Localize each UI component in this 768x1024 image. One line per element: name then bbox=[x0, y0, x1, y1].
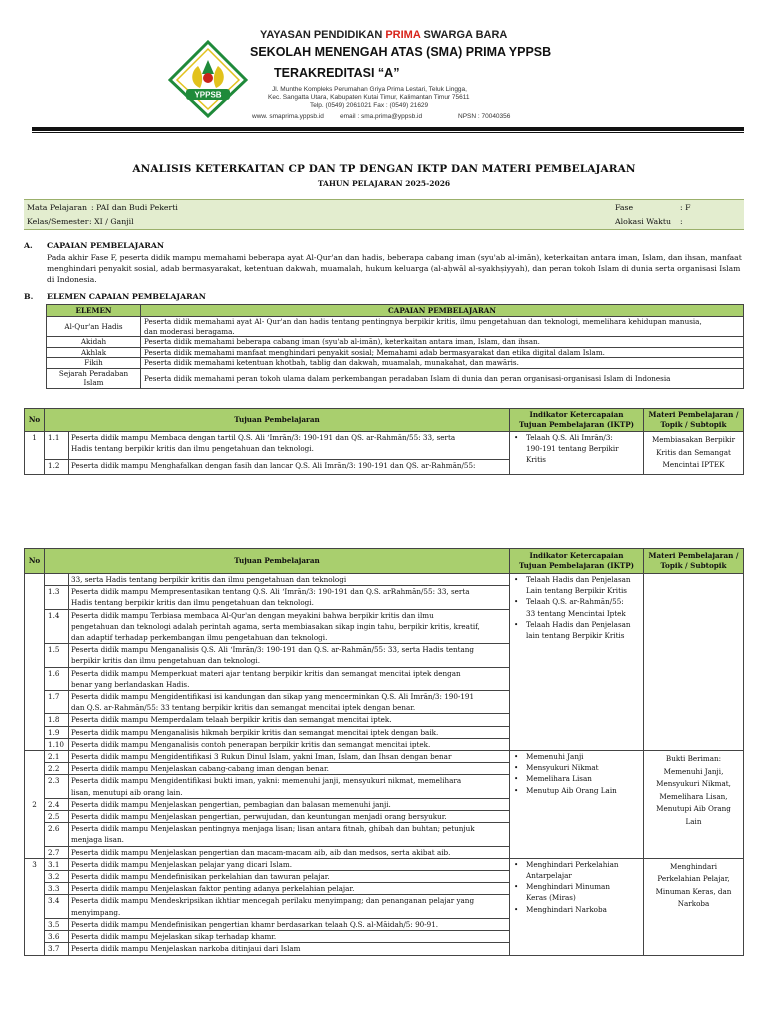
tp-line: berpikir kritis dan ilmu pengetahuan dan teknologi. bbox=[71, 656, 260, 666]
tp-table-header bbox=[25, 549, 744, 574]
tp-line: Peserta didik mampu Terbiasa membaca Al-Qur'an dengan meyakini bahwa berpikir kritis dan ilmu bbox=[71, 610, 434, 620]
tp-line: pengetahuan dan teknologi adalah perintah agama, serta membiasakan sikap ingin tahu, berpikir kritis, kreatif, bbox=[71, 621, 480, 631]
materi-line: Kritis dan Semangat bbox=[656, 447, 731, 457]
tp-code: 1.2 bbox=[45, 459, 69, 474]
materi-line: Memenuhi Janji, bbox=[663, 766, 724, 776]
class-label: Kelas/Semester bbox=[27, 217, 89, 226]
iktp-item: • Memelihara Lisan bbox=[512, 773, 641, 784]
tp-line: Peserta didik mampu Menganalisis Q.S. Ali ‘Imrān/3: 190-191 dan Q.S. ar-Rahmān/55: 33, serta Hadis tentang bbox=[71, 645, 474, 655]
tp-code: 1.10 bbox=[45, 738, 69, 750]
col-tp: Tujuan Pembelajaran bbox=[45, 409, 510, 432]
tp-line: Peserta didik mampu Memperkuat materi ajar tentang berpikir kritis dan semangat mencitai iptek dengan bbox=[71, 668, 461, 678]
element-name-line: Islam bbox=[83, 378, 104, 388]
materi-line: Menghindari bbox=[669, 861, 718, 871]
iktp-line: 33 tentang Mencintai Iptek bbox=[526, 608, 626, 618]
col-iktp-line: Indikator Ketercapaian bbox=[529, 410, 624, 419]
row-number bbox=[25, 574, 45, 751]
cp-line: Peserta didik memahami ketentuan khotbah, tablig dan dakwah, muamalah, munakahat, dan mawāris. bbox=[144, 358, 519, 368]
iktp-line: Lain tentang Berpikir Kritis bbox=[526, 586, 627, 596]
iktp-line: lain tentang Berpikir Kritis bbox=[526, 631, 625, 641]
section-a-paragraph bbox=[47, 252, 747, 285]
tp-line: Hadis tentang berpikir kritis dan ilmu pengetahuan dan teknologi. bbox=[71, 598, 314, 608]
tp-text: Peserta didik mampu Menjelaskan pengertian dan macam-macam aib, aib dan medsos, serta akibat aib. bbox=[69, 846, 510, 858]
col-iktp-line: Tujuan Pembelajaran (IKTP) bbox=[518, 561, 635, 570]
iktp-list bbox=[512, 432, 641, 466]
tp-text: Peserta didik mampu Menganalisis hikmah berpikir kritis dan semangat mencitai iptek dengan baik. bbox=[69, 726, 510, 738]
tp-code: 2.2 bbox=[45, 763, 69, 775]
tp-code: 3.1 bbox=[45, 858, 69, 870]
element-row bbox=[47, 337, 744, 348]
materi-line: Bukti Beriman: bbox=[665, 754, 722, 764]
col-element: ELEMEN bbox=[47, 305, 141, 317]
iktp-list bbox=[512, 859, 641, 915]
tp-table-header bbox=[25, 409, 744, 432]
iktp-cell bbox=[510, 858, 644, 955]
iktp-item: • Mensyukuri Nikmat bbox=[512, 762, 641, 773]
element-name-line: Al-Qur'an Hadis bbox=[64, 322, 123, 332]
iktp-line: • Telaah Q.S. ar-Rahmān/55: bbox=[526, 597, 624, 607]
subject-value: : PAI dan Budi Pekerti bbox=[91, 203, 178, 212]
letterhead bbox=[0, 0, 768, 135]
tp-code: 1.3 bbox=[45, 586, 69, 609]
iktp-line: • Telaah Hadis dan Penjelasan bbox=[526, 575, 631, 584]
section-b-heading: ELEMEN CAPAIAN PEMBELAJARAN bbox=[47, 292, 206, 301]
email: email : sma.prima@yppsb.id bbox=[340, 113, 423, 120]
element-cp bbox=[141, 337, 744, 348]
tp-table-1 bbox=[24, 408, 744, 475]
section-a-letter: A. bbox=[24, 241, 33, 250]
tp-row bbox=[25, 858, 744, 870]
element-cp bbox=[141, 368, 744, 388]
col-materi-line: Materi Pembelajaran / bbox=[648, 410, 739, 419]
tp-text: Peserta didik mampu Menjelaskan pelajar yang dicari Islam. bbox=[69, 858, 510, 870]
col-iktp-line: Tujuan Pembelajaran (IKTP) bbox=[518, 420, 635, 429]
materi-line: Perkelahian Pelajar, bbox=[657, 874, 730, 884]
materi-line: Mensyukuri Nikmat, bbox=[656, 779, 731, 789]
tp-line: Hadis tentang berpikir kritis dan ilmu pengetahuan dan teknologi. bbox=[71, 444, 314, 454]
tp-code: 1.5 bbox=[45, 644, 69, 667]
element-name-line: Akhlak bbox=[80, 347, 107, 357]
iktp-item bbox=[512, 596, 641, 618]
materi-line: Memelihara Lisan, bbox=[659, 791, 728, 801]
tp-code: 2.5 bbox=[45, 811, 69, 823]
foundation-name-post: SWARGA BARA bbox=[423, 29, 508, 41]
cp-line: dan moderasi beragama. bbox=[144, 326, 235, 336]
element-name bbox=[47, 317, 141, 337]
tp-code: 1.1 bbox=[45, 432, 69, 460]
tp-text: Peserta didik mampu Mendefinisikan perkelahian dan tawuran pelajar. bbox=[69, 871, 510, 883]
materi-cell bbox=[644, 432, 744, 475]
tp-text: Peserta didik mampu Menjelaskan cabang-cabang iman dengan benar. bbox=[69, 763, 510, 775]
paragraph-line: di Indonesia. bbox=[47, 275, 97, 284]
tp-code: 3.2 bbox=[45, 871, 69, 883]
academic-year: TAHUN PELAJARAN 2025-2026 bbox=[317, 179, 451, 188]
iktp-item: • Memenuhi Janji bbox=[512, 751, 641, 762]
tp-text: Peserta didik mampu Memperdalam telaah berpikir kritis dan semangat mencitai iptek. bbox=[69, 714, 510, 726]
tp-code bbox=[45, 574, 69, 586]
tp-text: Peserta didik mampu Mendefinisikan pengertian khamr berdasarkan telaah Q.S. al-Māidah/5: 90-91. bbox=[69, 918, 510, 930]
col-materi bbox=[644, 409, 744, 432]
element-name-line: Sejarah Peradaban bbox=[58, 368, 129, 378]
materi-line: Narkoba bbox=[677, 899, 710, 909]
element-name bbox=[47, 347, 141, 358]
materi-cell bbox=[644, 751, 744, 859]
school-name: SEKOLAH MENENGAH ATAS (SMA) PRIMA YPPSB bbox=[250, 45, 552, 59]
tp-code: 2.6 bbox=[45, 823, 69, 846]
iktp-item bbox=[512, 574, 641, 596]
tp-code: 1.4 bbox=[45, 609, 69, 644]
iktp-cell bbox=[510, 432, 644, 475]
tp-text: Peserta didik mampu Menjelaskan pengertian, perwujudan, dan keuntungan menjadi orang bersyukur. bbox=[69, 811, 510, 823]
iktp-line: Keras (Miras) bbox=[526, 893, 576, 903]
tp-line: Peserta didik mampu Mengidentifikasi bukti iman, yakni: memenuhi janji, mensyukuri nikmat, memelihara bbox=[71, 776, 462, 786]
materi-line: Membiasakan Berpikir bbox=[651, 435, 736, 444]
tp-text bbox=[69, 691, 510, 714]
tp-text bbox=[69, 586, 510, 609]
element-row bbox=[47, 317, 744, 337]
tp-text: Peserta didik mampu Menjelaskan pengertian, pembagian dan balasan memenuhi janji. bbox=[69, 798, 510, 810]
element-cp bbox=[141, 358, 744, 369]
element-table-header bbox=[47, 305, 744, 317]
element-name bbox=[47, 337, 141, 348]
element-row bbox=[47, 368, 744, 388]
element-table bbox=[46, 304, 744, 389]
tp-text: Peserta didik mampu Menjelaskan faktor penting adanya perkelahian pelajar. bbox=[69, 883, 510, 895]
address-line-2: Kec. Sangatta Utara, Kabupaten Kutai Timur, Kalimantan Timur 75611 bbox=[268, 94, 470, 101]
col-materi-line: Materi Pembelajaran / bbox=[648, 551, 739, 560]
iktp-item: • Menutup Aib Orang Lain bbox=[512, 785, 641, 796]
phase-value: : F bbox=[680, 203, 691, 212]
materi-cell bbox=[644, 858, 744, 955]
iktp-line: Kritis bbox=[526, 455, 546, 465]
time-value: : bbox=[680, 217, 683, 226]
time-label: Alokasi Waktu bbox=[615, 217, 672, 226]
tp-code: 1.6 bbox=[45, 667, 69, 690]
element-name bbox=[47, 368, 141, 388]
row-number: 2 bbox=[25, 751, 45, 859]
col-materi bbox=[644, 549, 744, 574]
foundation-name-highlight: PRIMA bbox=[385, 29, 421, 41]
iktp-item bbox=[512, 859, 641, 881]
tp-row bbox=[25, 751, 744, 763]
logo-text: YPPSB bbox=[194, 90, 222, 100]
tp-code: 3.5 bbox=[45, 918, 69, 930]
element-name-line: Akidah bbox=[80, 337, 107, 347]
iktp-line: • Telaah Q.S. Ali Imrān/3: bbox=[526, 433, 613, 442]
tp-code: 3.6 bbox=[45, 931, 69, 943]
tp-code: 3.3 bbox=[45, 883, 69, 895]
tp-line: menyimpang. bbox=[71, 907, 121, 917]
tp-text: 33, serta Hadis tentang berpikir kritis dan ilmu pengetahuan dan teknologi bbox=[69, 574, 510, 586]
tp-line: lisan, menutupi aib orang lain. bbox=[71, 787, 183, 797]
tp-line: dan adaptif terhadap perkembangan ilmu pengetahuan dan teknologi. bbox=[71, 633, 328, 643]
subject-label: Mata Pelajaran bbox=[27, 203, 88, 212]
tp-code: 2.1 bbox=[45, 751, 69, 763]
row-number: 3 bbox=[25, 858, 45, 955]
iktp-line: Antarpelajar bbox=[526, 871, 572, 881]
col-no: No bbox=[25, 549, 45, 574]
tp-line: Peserta didik mampu Mempresentasikan tentang Q.S. Ali ‘Imrān/3: 190-191 dan Q.S. arRahmān/55: 33, serta bbox=[71, 587, 470, 597]
element-cp bbox=[141, 347, 744, 358]
iktp-line: • Telaah Hadis dan Penjelasan bbox=[526, 619, 631, 629]
materi-line: Minuman Keras, dan bbox=[655, 886, 732, 896]
col-tp: Tujuan Pembelajaran bbox=[45, 549, 510, 574]
foundation-name-pre: YAYASAN PENDIDIKAN bbox=[260, 29, 383, 41]
materi-line: Mencintai IPTEK bbox=[662, 460, 725, 469]
tp-line: Peserta didik mampu Menjelaskan pentingnya menjaga lisan; lisan antara fitnah, ghibah dan buhtan; petunjuk bbox=[71, 824, 475, 834]
iktp-line: • Menghindari Minuman bbox=[526, 882, 610, 892]
materi-cell bbox=[644, 574, 744, 751]
header-rule-thick bbox=[32, 127, 744, 131]
paragraph-line: Pada akhir Fase F, peserta didik mampu memahami beberapa ayat Al-Qur'an dan hadis, beberapa cabang iman (syu'ab al-imān), keterkaitan antara iman, Islam, dan ihsan, manfaat bbox=[47, 253, 742, 262]
tp-row bbox=[25, 574, 744, 586]
tp-text bbox=[69, 432, 510, 460]
element-row bbox=[47, 347, 744, 358]
tp-table-2 bbox=[24, 548, 744, 956]
tp-line: Peserta didik mampu Membaca dengan tartil Q.S. Ali ‘Imrān/3: 190-191 dan QS. ar-Rahmān/55: 33, serta bbox=[71, 433, 456, 442]
col-no: No bbox=[25, 409, 45, 432]
tp-text bbox=[69, 644, 510, 667]
row-number: 1 bbox=[25, 432, 45, 475]
foundation-name bbox=[260, 28, 507, 42]
element-row bbox=[47, 358, 744, 369]
tp-line: Peserta didik mampu Mengidentifikasi isi kandungan dan sikap yang mencerminkan Q.S. Ali Imrān/3: 190-191 bbox=[71, 692, 475, 702]
tp-text: Peserta didik mampu Menjelaskan narkoba ditinjaui dari Islam bbox=[69, 943, 510, 955]
iktp-line: 190-191 tentang Berpikir bbox=[526, 444, 619, 454]
col-cp: CAPAIAN PEMBELAJARAN bbox=[141, 305, 744, 317]
website: www. smaprima.yppsb.id bbox=[252, 113, 324, 120]
document-title: ANALISIS KETERKAITAN CP DAN TP DENGAN IKTP DAN MATERI PEMBELAJARAN bbox=[132, 163, 636, 175]
tp-code: 1.8 bbox=[45, 714, 69, 726]
cp-line: Peserta didik memahami manfaat menghindari penyakit sosial; Memahami adab bermasyarakat dan etika digital dalam Islam. bbox=[144, 347, 605, 357]
tp-text: Peserta didik mampu Mejelaskan sikap terhadap khamr. bbox=[69, 931, 510, 943]
tp-line: menjaga lisan. bbox=[71, 835, 124, 845]
iktp-item bbox=[512, 881, 641, 903]
iktp-item bbox=[512, 619, 641, 641]
tp-code: 2.7 bbox=[45, 846, 69, 858]
iktp-item bbox=[512, 432, 641, 466]
iktp-item: • Menghindari Narkoba bbox=[512, 904, 641, 915]
iktp-line: • Menghindari Perkelahian bbox=[526, 859, 619, 869]
tp-code: 2.3 bbox=[45, 775, 69, 798]
tp-code: 3.4 bbox=[45, 895, 69, 918]
subject-info bbox=[24, 199, 744, 230]
iktp-list bbox=[512, 574, 641, 641]
address-line-1: Jl. Munthe Kompleks Perumahan Griya Prima Lestari, Teluk Lingga, bbox=[272, 86, 467, 93]
phase-label: Fase bbox=[615, 203, 634, 212]
col-materi-line: Topik / Subtopik bbox=[660, 561, 727, 570]
iktp-cell bbox=[510, 574, 644, 751]
col-iktp bbox=[510, 549, 644, 574]
cp-line: Peserta didik memahami beberapa cabang iman (syu'ab al-imān), keterkaitan antara iman, Islam, dan ihsan. bbox=[144, 337, 540, 347]
section-a-heading: CAPAIAN PEMBELAJARAN bbox=[47, 241, 165, 250]
accreditation: TERAKREDITASI “A” bbox=[274, 66, 400, 80]
cp-line: Peserta didik memahami peran tokoh ulama dalam perkembangan peradaban Islam di dunia dan peran organisasi-organisasi Islam di Indonesia bbox=[144, 373, 671, 383]
paragraph-line: menghindari penyakit sosial, adab bermasyarakat, ketentuan dakwah, muamalah, hukum keluarga (al-aḥwāl al-syakhṣiyyah), dan peran tokoh Islam di dunia serta organisasi Islam bbox=[47, 264, 741, 273]
section-b-letter: B. bbox=[24, 292, 34, 301]
element-cp bbox=[141, 317, 744, 337]
tp-text: Peserta didik mampu Mengidentifikasi 3 Rukun Dinul Islam, yakni Iman, Islam, dan Ihsan dengan benar bbox=[69, 751, 510, 763]
iktp-list bbox=[512, 751, 641, 796]
tp-text bbox=[69, 459, 510, 474]
tp-code: 1.7 bbox=[45, 691, 69, 714]
tp-code: 1.9 bbox=[45, 726, 69, 738]
tp-text bbox=[69, 775, 510, 798]
tp-code: 3.7 bbox=[45, 943, 69, 955]
tp-line: Peserta didik mampu Menghafalkan dengan fasih dan lancar Q.S. Ali Imrān/3: 190-191 dan QS. ar-Rahmān/55: bbox=[71, 460, 476, 470]
tp-code: 2.4 bbox=[45, 798, 69, 810]
tp-row bbox=[25, 432, 744, 460]
materi-line: Menutupi Aib Orang bbox=[656, 804, 731, 814]
tp-text: Peserta didik mampu Menganalisis contoh penerapan berpikir kritis dan semangat mencitai iptek. bbox=[69, 738, 510, 750]
tp-text bbox=[69, 895, 510, 918]
school-logo bbox=[168, 40, 248, 118]
element-name-line: Fikih bbox=[84, 358, 103, 368]
phone-line: Telp. (0549) 2061021 Fax : (0549) 21629 bbox=[310, 102, 429, 109]
iktp-cell bbox=[510, 751, 644, 859]
tp-line: Peserta didik mampu Mendeskripsikan ikhtiar mencegah perilaku menyimpang; dan penanganan pelajar yang bbox=[71, 896, 475, 906]
element-name bbox=[47, 358, 141, 369]
col-iktp bbox=[510, 409, 644, 432]
npsn: NPSN : 70040356 bbox=[458, 113, 511, 120]
materi-line: Lain bbox=[685, 816, 702, 826]
header-rule-thin bbox=[32, 132, 744, 133]
class-value: : XI / Ganjil bbox=[89, 217, 134, 226]
cp-line: Peserta didik memahami ayat Al- Qur'an dan hadis tentang pentingnya berpikir kritis, ilmu pengetahuan dan teknologi, memelihara kehidupan manusia, bbox=[144, 317, 702, 327]
tp-line: dan Q.S. ar-Rahmān/55: 33 tentang berpikir kritis dan semangat mencitai iptek dengan benar. bbox=[71, 703, 416, 713]
tp-text bbox=[69, 667, 510, 690]
tp-text bbox=[69, 609, 510, 644]
tp-line: benar yang berlandaskan Hadis. bbox=[71, 679, 190, 689]
col-iktp-line: Indikator Ketercapaian bbox=[529, 551, 624, 560]
tp-text bbox=[69, 823, 510, 846]
col-materi-line: Topik / Subtopik bbox=[660, 420, 727, 429]
